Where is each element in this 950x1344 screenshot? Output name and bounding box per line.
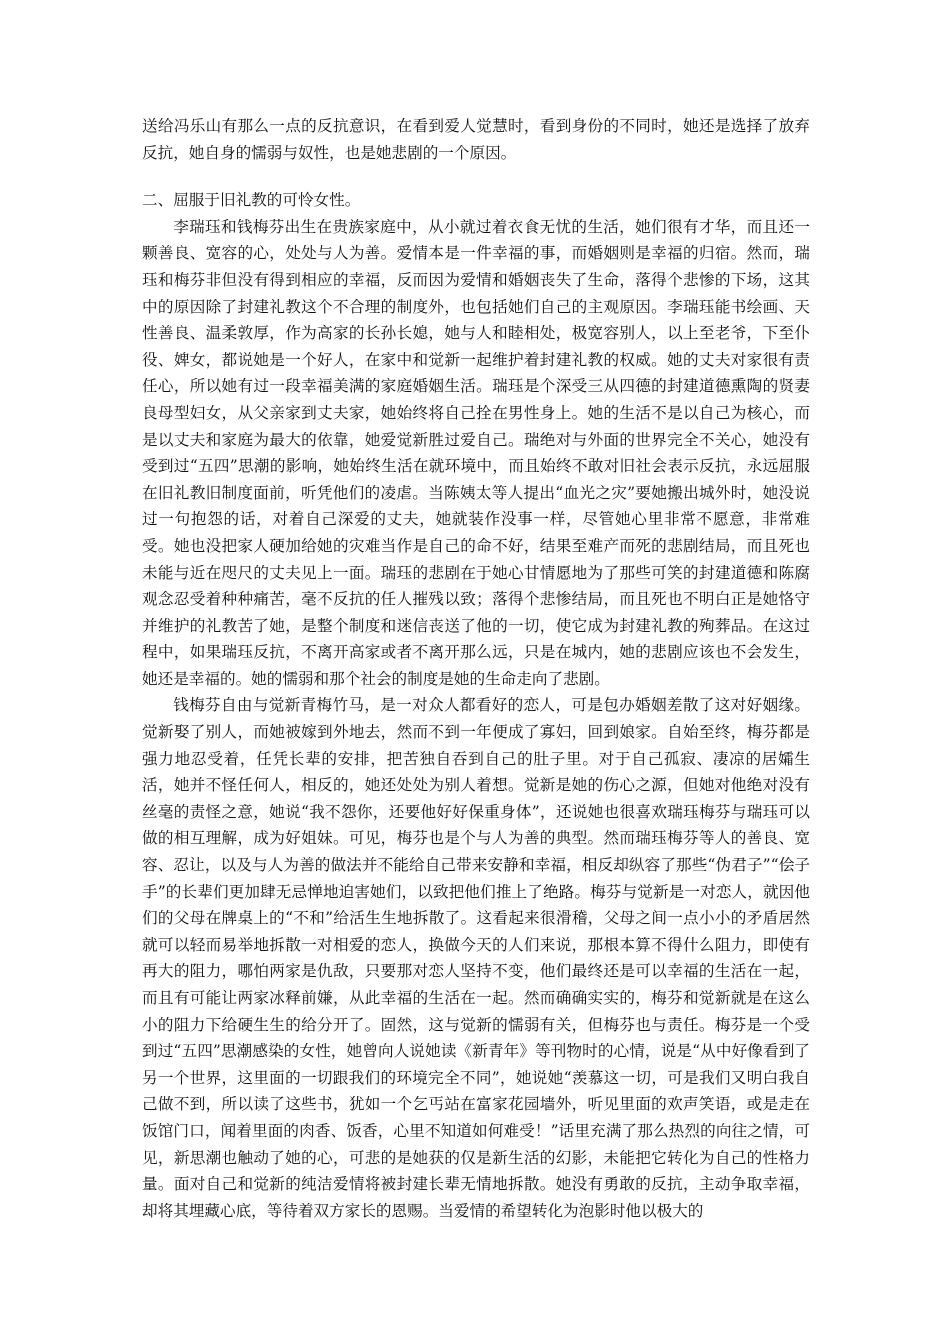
section-heading: 二、屈服于旧礼教的可怜女性。 — [142, 191, 361, 210]
document-body — [142, 113, 810, 1224]
body-paragraph-2: 钱梅芬自由与觉新青梅竹马，是一对众人都看好的恋人，可是包办婚姻差散了这对好姻缘。觉新娶了别人，而她被嫁到外地去，然而不到一年便成了寡妇，回到娘家。自始至终，梅芬都是强力地忍受着，任凭长辈的安排，把苦独自吞到自己的肚子里。对于自己孤寂、凄凉的居孀生活，她并不怪任何人，相反的，她还处处为别人着想。觉新是她的伤心之源，但她对他绝对没有丝毫的责怪之意，她说“我不怨你，还要他好好保重身体”，还说她也很喜欢瑞珏梅芬与瑞珏可以做的相互理解，成为好姐妹。可见，梅芬也是个与人为善的典型。然而瑞珏梅芬等人的善良、宽容、忍让，以及与人为善的做法并不能给自己带来安静和幸福，相反却纵容了那些“伪君子”“侩子手”的长辈们更加肆无忌惮地迫害她们，以致把他们推上了绝路。梅芬与觉新是一对恋人，就因他们的父母在牌桌上的“不和”给活生生地拆散了。这看起来很滑稽，父母之间一点小小的矛盾居然就可以轻而易举地拆散一对相爱的恋人，换做今天的人们来说，那根本算不得什么阻力，即使有再大的阻力，哪怕两家是仇敌，只要那对恋人坚持不变，他们最终还是可以幸福的生活在一起，而且有可能让两家冰释前嫌，从此幸福的生活在一起。然而确确实实的，梅芬和觉新就是在这么小的阻力下给硬生生的给分开了。固然，这与觉新的懦弱有关，但梅芬也与责任。梅芬是一个受到过“五四”思潮感染的女性，她曾向人说她读《新青年》等刊物时的心情，说是“从中好像看到了另一个世界，这里面的一切跟我们的环境完全不同”，她说她“羡慕这一切，可是我们又明白我自己做不到，所以读了这些书，犹如一个乞丐站在富家花园墙外，听见里面的欢声笑语，或是走在饭馆门口，闻着里面的肉香、饭香，心里不知道如何难受！”话里充满了那么热烈的向往之情，可见，新思潮也触动了她的心，可悲的是她获的仅是新生活的幻影，未能把它转化为自己的性格力量。面对自己和觉新的纯洁爱情将被封建长辈无情地拆散。她没有勇敢的反抗，主动争取幸福，却将其埋藏心底，等待着双方家长的恩赐。当爱情的希望转化为泡影时他以极大的 — [142, 696, 810, 1220]
intro-paragraph: 送给冯乐山有那么一点的反抗意识，在看到爱人觉慧时，看到身份的不同时，她还是选择了放弃反抗，她自身的懦弱与奴性，也是她悲剧的一个原因。 — [142, 117, 810, 162]
body-paragraph-1: 李瑞珏和钱梅芬出生在贵族家庭中，从小就过着衣食无忧的生活，她们很有才华，而且还一颗善良、宽容的心，处处与人为善。爱情本是一件幸福的事，而婚姻则是幸福的归宿。然而，瑞珏和梅芬非但没有得到相应的幸福，反而因为爱情和婚姻丧失了生命，落得个悲惨的下场，这其中的原因除了封建礼教这个不合理的制度外，也包括她们自己的主观原因。李瑞珏能书绘画、天性善良、温柔敦厚，作为高家的长孙长媳，她与人和睦相处，极宽容别人，以上至老爷，下至仆役、婢女，都说她是一个好人，在家中和觉新一起维护着封建礼教的权威。她的丈夫对家很有责任心，所以她有过一段幸福美满的家庭婚姻生活。瑞珏是个深受三从四德的封建道德熏陶的贤妻良母型妇女，从父亲家到丈夫家，她始终将自己拴在男性身上。她的生活不是以自己为核心，而是以丈夫和家庭为最大的依靠，她爱觉新胜过爱自己。瑞绝对与外面的世界完全不关心，她没有受到过“五四”思潮的影响，她始终生活在就环境中，而且始终不敢对旧社会表示反抗，永远屈服在旧礼教旧制度面前，听凭他们的凌虐。当陈姨太等人提出“血光之灾”要她搬出城外时，她没说过一句抱怨的话，对着自己深爱的丈夫，她就装作没事一样，尽管她心里非常不愿意，非常难受。她也没把家人硬加给她的灾难当作是自己的命不好，结果至难产而死的悲剧结局，而且死也未能与近在咫尺的丈夫见上一面。瑞珏的悲剧在于她心甘情愿地为了那些可笑的封建道德和陈腐观念忍受着种种痛苦，毫不反抗的任人摧残以致；落得个悲惨结局，而且死也不明白正是她恪守并维护的礼教苦了她，是整个制度和迷信丧送了他的一切，使它成为封建礼教的殉葬品。在这过程中，如果瑞珏反抗，不离开高家或者不离开那么远，只是在城内，她的悲剧应该也不会发生，她还是幸福的。她的懦弱和那个社会的制度是她的生命走向了悲剧。 — [142, 217, 810, 688]
paragraph-spacer — [142, 166, 810, 187]
